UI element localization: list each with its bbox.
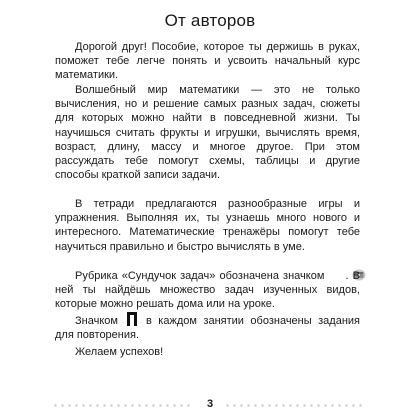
page-number: 3 — [206, 398, 214, 410]
paragraph-text-after: . В ней ты найдёшь множество задач изученных видов, которые можно решать дома или на уроке. — [55, 270, 361, 311]
page-footer — [0, 398, 420, 412]
paragraph-text-before: Значком — [75, 315, 118, 327]
chest-icon — [332, 269, 346, 281]
repeat-p-icon — [127, 312, 137, 326]
paragraph-wish — [55, 345, 360, 359]
paragraph-world — [55, 83, 360, 182]
paragraph-text-before: Рубрика «Сундучок задач» обозначена значком — [75, 270, 325, 282]
paragraph-text: В тетради предлагаются разнообразные игры и упражнения. Выполняя их, ты узнаешь много нового и интересного. Математические тренажёры помогут тебе научиться правильно и быстро вычислять в уме. — [55, 198, 360, 253]
page-title: От авторов — [164, 11, 256, 30]
footer-dots-right — [224, 404, 364, 407]
paragraph-repeat — [55, 312, 360, 342]
paragraph-text-after: в каждом занятии обозначены задания для повторения. — [55, 315, 361, 342]
paragraph-text: Волшебный мир математики — это не только вычисления, но и решение самых разных задач, сюжеты для которых можно найти в повседневной жизни. Ты научишься считать фрукты и игрушки, вычислять время, возраст, длину, массу и многое другое. При этом рассуждать тебе помогут схемы, таблицы и другие способы краткой записи задачи. — [55, 84, 360, 182]
paragraph-intro — [55, 40, 360, 83]
paragraph-text: Желаем успехов! — [75, 346, 164, 358]
paragraph-rubric — [55, 269, 360, 312]
paragraph-workbook — [55, 197, 360, 254]
paragraph-text: Дорогой друг! Пособие, которое ты держишь в руках, поможет тебе легче понять и усвоить начальный курс математики. — [55, 41, 360, 82]
